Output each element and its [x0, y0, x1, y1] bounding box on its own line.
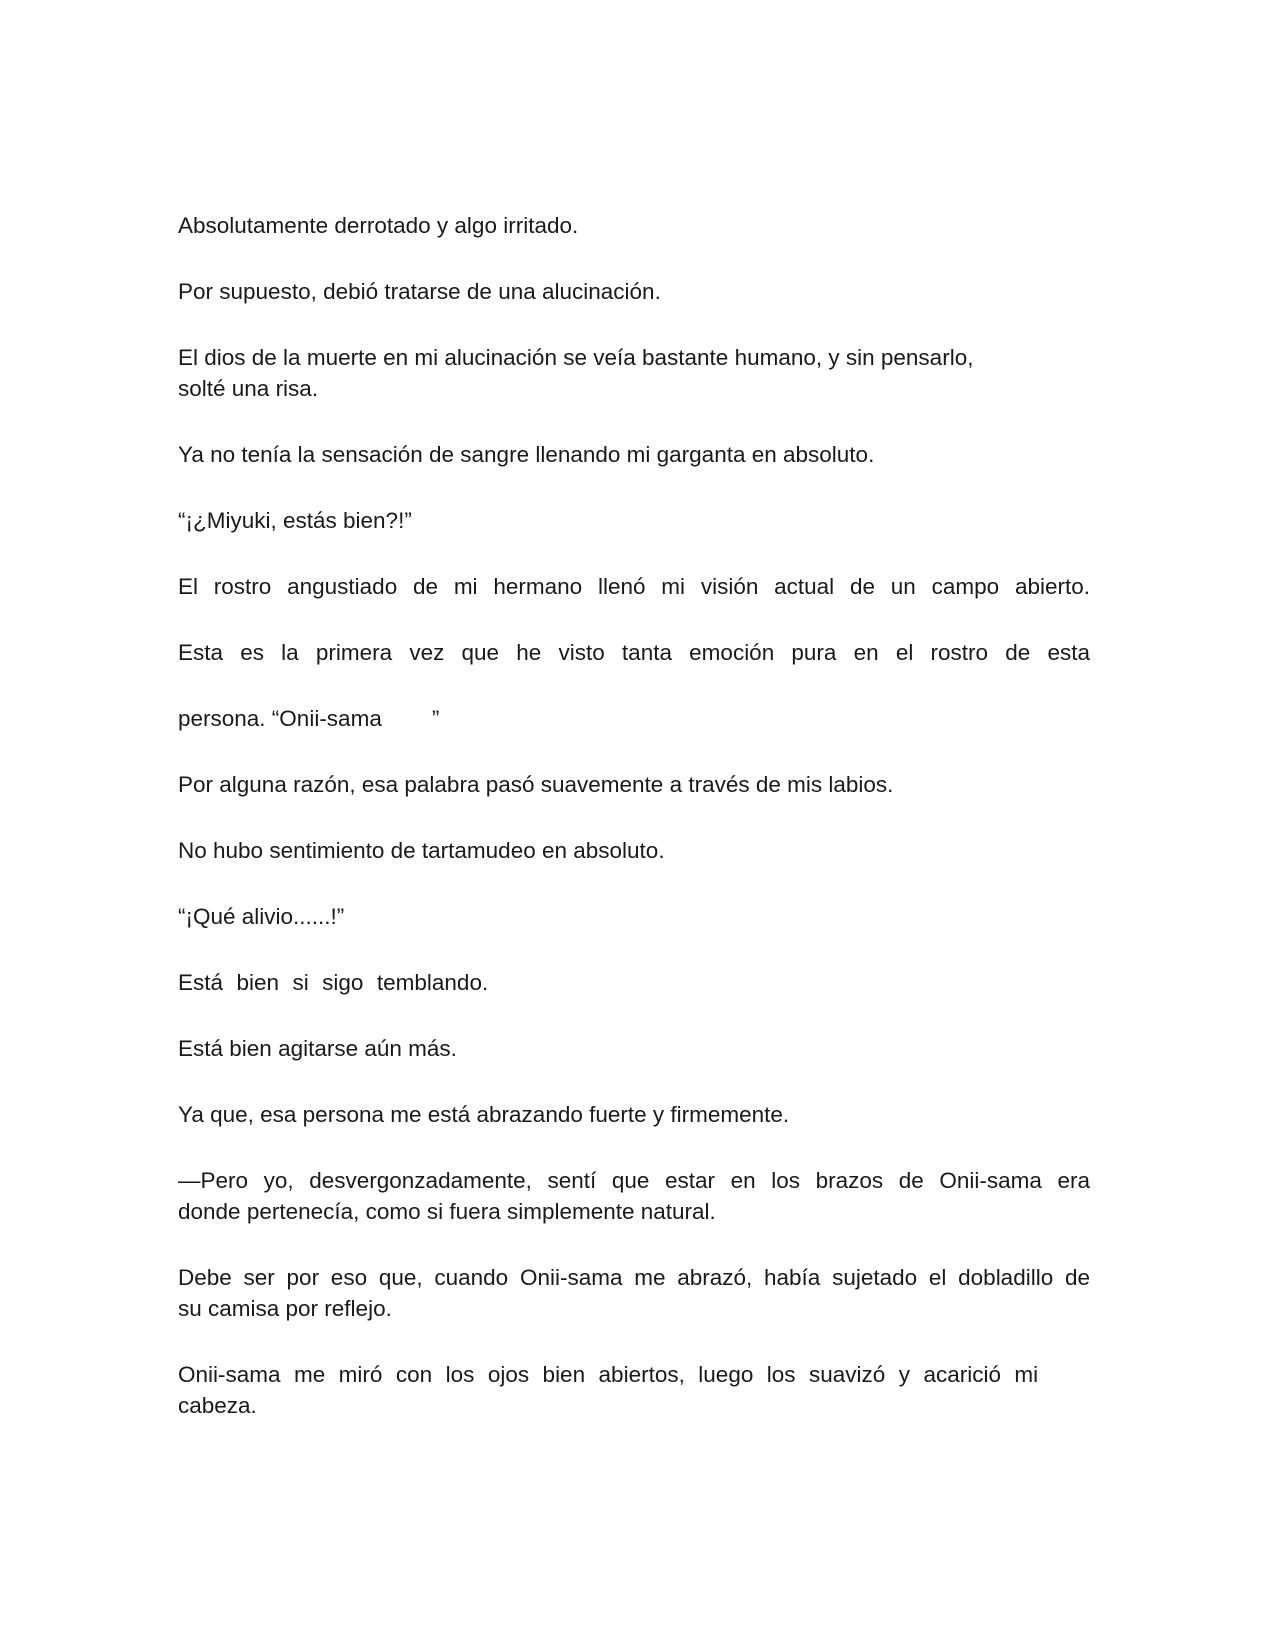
paragraph-4 — [178, 439, 1090, 470]
paragraph-10 — [178, 835, 1090, 866]
paragraph-1 — [178, 210, 1090, 241]
text-line: Por supuesto, debió tratarse de una alucinación. — [178, 279, 661, 304]
paragraph-16 — [178, 1262, 1090, 1324]
paragraph-13 — [178, 1033, 1090, 1064]
text-line: Debe ser por eso que, cuando Onii-sama me abrazó, había sujetado el dobladillo de — [178, 1265, 1090, 1290]
text-line: No hubo sentimiento de tartamudeo en absoluto. — [178, 838, 665, 863]
text-line: “¡Qué alivio......!” — [178, 904, 345, 929]
text-line: El dios de la muerte en mi alucinación se veía bastante humano, y sin pensarlo, — [178, 345, 974, 370]
paragraph-15 — [178, 1165, 1090, 1227]
paragraph-7 — [178, 637, 1090, 668]
paragraph-5 — [178, 505, 1090, 536]
paragraph-14 — [178, 1099, 1090, 1130]
text-line: Onii-sama me miró con los ojos bien abiertos, luego los suavizó y acarició mi — [178, 1362, 1039, 1387]
paragraph-3 — [178, 342, 1090, 404]
text-line: persona. “Onii-sama ” — [178, 706, 440, 731]
text-line: Por alguna razón, esa palabra pasó suavemente a través de mis labios. — [178, 772, 894, 797]
text-line: su camisa por reflejo. — [178, 1296, 392, 1321]
paragraph-12 — [178, 967, 1090, 998]
text-line: Está bien si sigo temblando. — [178, 970, 489, 995]
text-line: —Pero yo, desvergonzadamente, sentí que estar en los brazos de Onii-sama era — [178, 1168, 1090, 1193]
paragraph-17 — [178, 1359, 1090, 1421]
paragraph-8 — [178, 703, 1090, 734]
text-line: Está bien agitarse aún más. — [178, 1036, 457, 1061]
text-line: Ya que, esa persona me está abrazando fuerte y firmemente. — [178, 1102, 790, 1127]
text-line: solté una risa. — [178, 376, 319, 401]
text-line: donde pertenecía, como si fuera simplemente natural. — [178, 1199, 716, 1224]
text-line: Ya no tenía la sensación de sangre llenando mi garganta en absoluto. — [178, 442, 875, 467]
text-line: Esta es la primera vez que he visto tanta emoción pura en el rostro de esta — [178, 640, 1090, 665]
text-line: cabeza. — [178, 1393, 257, 1418]
paragraph-9 — [178, 769, 1090, 800]
paragraph-6 — [178, 571, 1090, 602]
paragraph-2 — [178, 276, 1090, 307]
text-line: Absolutamente derrotado y algo irritado. — [178, 213, 579, 238]
paragraph-11 — [178, 901, 1090, 932]
text-line: “¡¿Miyuki, estás bien?!” — [178, 508, 412, 533]
text-line: El rostro angustiado de mi hermano llenó mi visión actual de un campo abierto. — [178, 574, 1090, 599]
